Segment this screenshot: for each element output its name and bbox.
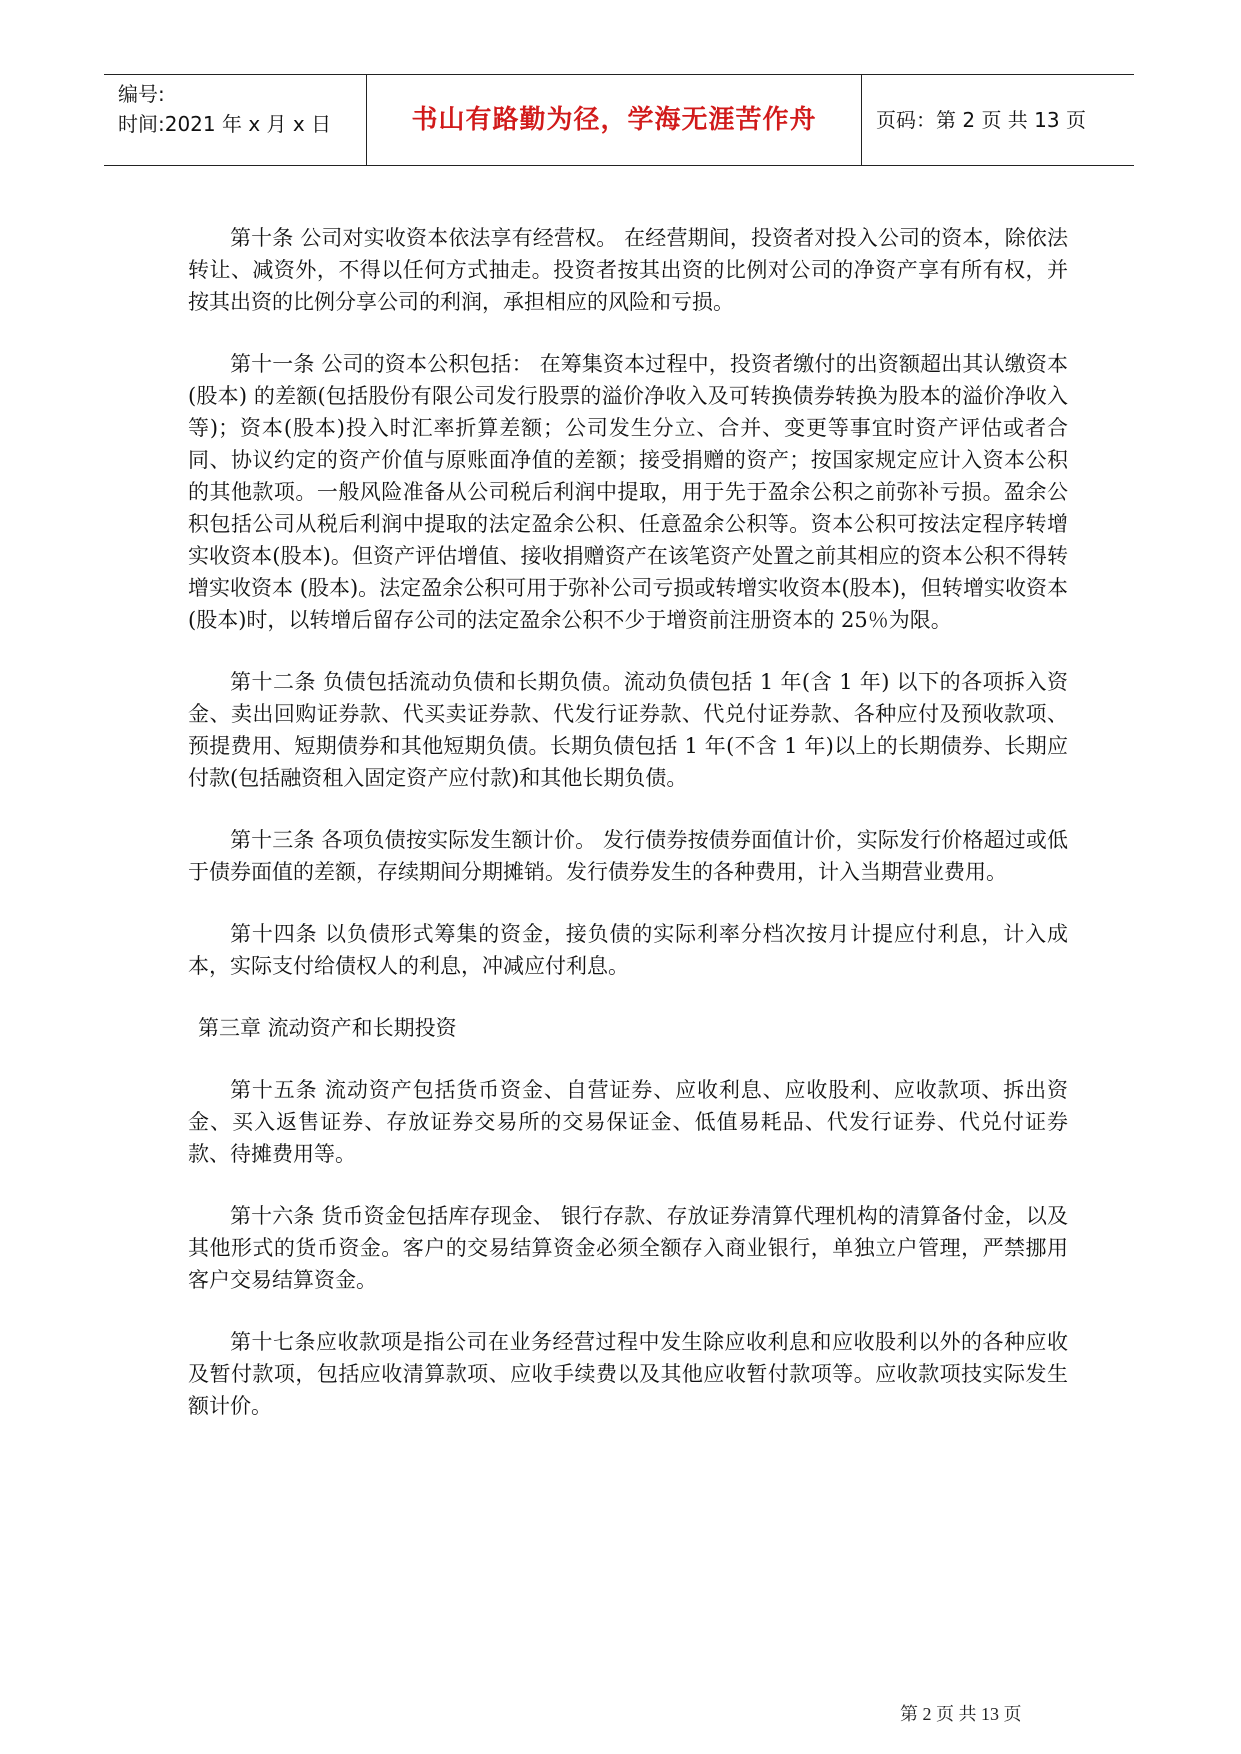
header-divider: [861, 75, 862, 166]
article-17: 第十七条应收款项是指公司在业务经营过程中发生除应收利息和应收股利以外的各种应收及暂付款项，包括应收清算款项、应收手续费以及其他应收暂付款项等。应收款项技实际发生额计价。: [188, 1330, 1068, 1418]
chapter-title: 第三章 流动资产和长期投资: [198, 1016, 457, 1040]
article-11: 第十一条 公司的资本公积包括： 在筹集资本过程中，投资者缴付的出资额超出其认缴资本(股本) 的差额(包括股份有限公司发行股票的溢价净收入及可转换债券转换为股本的溢价净收入等)；资本(股本)投入时汇率折算差额；公司发生分立、合并、变更等事宜时资产评估或者合同、协议约定的资产价值与原账面净值的差额；接受捐赠的资产；按国家规定应计入资本公积的其他款项。一般风险准备从公司税后利润中提取，用于先于盈余公积之前弥补亏损。盈余公积包括公司从税后利润中提取的法定盈余公积、任意盈余公积等。资本公积可按法定程序转增实收资本(股本)。但资产评估增值、接收捐赠资产在该笔资产处置之前其相应的资本公积不得转增实收资本 (股本)。法定盈余公积可用于弥补公司亏损或转增实收资本(股本)，但转增实收资本(股本)时，以转增后留存公司的法定盈余公积不少于增资前注册资本的 25％为限。: [188, 352, 1068, 632]
time-label: 时间:2021 年 x 月 x 日: [118, 112, 332, 136]
article-15: 第十五条 流动资产包括货币资金、自营证券、应收利息、应收股利、应收款项、拆出资金、买入返售证券、存放证券交易所的交易保证金、低值易耗品、代发行证券、代兑付证券款、待摊费用等。: [188, 1078, 1068, 1166]
article-13: 第十三条 各项负债按实际发生额计价。 发行债券按债券面值计价，实际发行价格超过或低于债券面值的差额，存续期间分期摊销。发行债券发生的各种费用，计入当期营业费用。: [188, 828, 1068, 884]
page-footer: 第 2 页 共 13 页: [900, 1704, 1022, 1724]
page-header: [104, 74, 1134, 166]
article-14: 第十四条 以负债形式筹集的资金，接负债的实际利率分档次按月计提应付利息，计入成本，实际支付给债权人的利息，冲减应付利息。: [188, 922, 1068, 978]
number-label: 编号:: [118, 82, 165, 106]
header-page-info: 页码：第 2 页 共 13 页: [876, 108, 1086, 132]
article-12: 第十二条 负债包括流动负债和长期负债。流动负债包括 1 年(含 1 年) 以下的各项拆入资金、卖出回购证券款、代买卖证券款、代发行证券款、代兑付证券款、各种应付及预收款项、预提费用、短期债券和其他短期负债。长期负债包括 1 年(不含 1 年)以上的长期债券、长期应付款(包括融资租入固定资产应付款)和其他长期负债。: [188, 670, 1068, 790]
article-16: 第十六条 货币资金包括库存现金、 银行存款、存放证券清算代理机构的清算备付金，以及其他形式的货币资金。客户的交易结算资金必须全额存入商业银行，单独立户管理，严禁挪用客户交易结算资金。: [188, 1204, 1068, 1292]
article-10: 第十条 公司对实收资本依法享有经营权。 在经营期间，投资者对投入公司的资本，除依法转让、减资外，不得以任何方式抽走。投资者按其出资的比例对公司的净资产享有所有权，并按其出资的比例分享公司的利润，承担相应的风险和亏损。: [188, 226, 1068, 314]
document-body: [188, 222, 1068, 1452]
header-meta: [118, 79, 331, 139]
header-motto: 书山有路勤为径，学海无涯苦作舟: [411, 105, 817, 135]
